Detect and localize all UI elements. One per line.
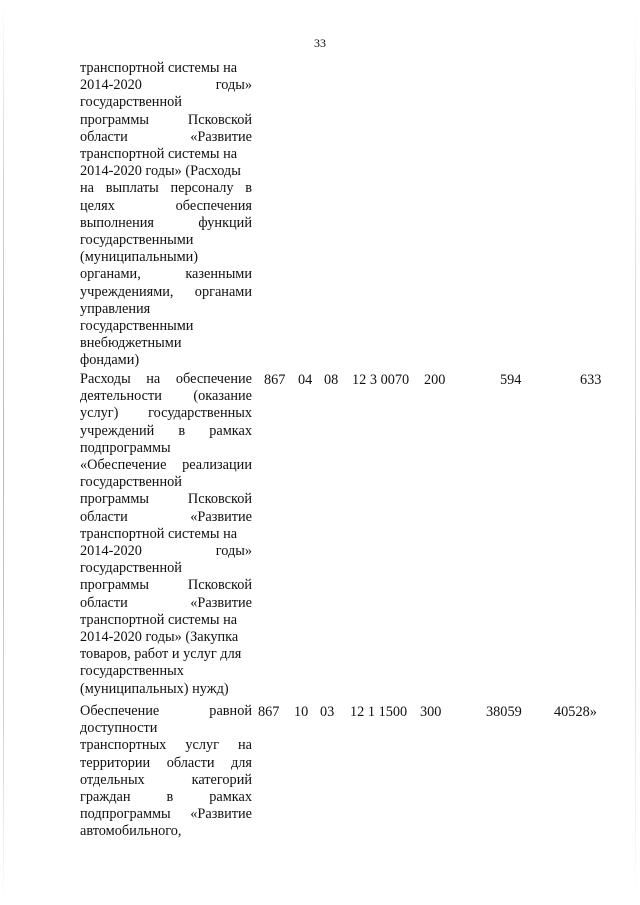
text-line: (муниципальными): [80, 249, 199, 266]
cell-amount-2: 40528»: [554, 704, 597, 720]
text-line: области «Развитие: [80, 594, 252, 611]
text-line: Обеспечение равной: [80, 703, 252, 719]
text-line: отдельных категорий: [80, 771, 252, 788]
text-line: автомобильного,: [80, 823, 182, 840]
text-line: «Обеспечение реализации: [80, 457, 252, 474]
text-line: транспортных услуг на: [80, 737, 252, 754]
text-line: учреждениями, органами: [80, 283, 252, 300]
text-line: услуг) государственных: [80, 405, 252, 422]
text-line: государственными: [80, 232, 194, 249]
text-line: внебюджетными: [80, 335, 182, 352]
table-row-description: [80, 371, 252, 698]
text-line: учреждений в рамках: [80, 422, 252, 439]
text-line: (муниципальных) нужд): [80, 680, 229, 697]
text-line: 2014-2020 годы»: [80, 77, 252, 94]
text-line: области «Развитие: [80, 128, 252, 145]
text-line: транспортной системы на: [80, 146, 238, 163]
text-line: управления: [80, 300, 151, 317]
text-line: государственной: [80, 94, 182, 111]
text-line: подпрограммы «Развитие: [80, 806, 252, 823]
cell-amount-1: 594: [500, 372, 522, 388]
table-row-description: [80, 60, 252, 370]
text-line: целях обеспечения: [80, 197, 252, 214]
cell-amount-2: 633: [580, 372, 602, 388]
text-line: товаров, работ и услуг для: [80, 646, 242, 663]
cell-section: 10: [294, 704, 309, 720]
cell-subsection: 03: [320, 704, 335, 720]
text-line: Расходы на обеспечение: [80, 371, 252, 387]
cell-expense-type: 200: [424, 372, 446, 388]
cell-ministry-code: 867: [264, 372, 286, 388]
table-row-description: [80, 703, 252, 841]
cell-target-article: 12 3 0070: [352, 372, 410, 388]
text-line: государственных: [80, 663, 184, 680]
text-line: деятельности (оказание: [80, 388, 252, 405]
cell-target-article: 12 1 1500: [350, 704, 408, 720]
page-number: 33: [314, 36, 326, 50]
scan-edge-left: [3, 0, 4, 905]
cell-expense-type: 300: [420, 704, 442, 720]
text-line: государственными: [80, 318, 194, 335]
text-line: транспортной системы на: [80, 611, 238, 628]
text-line: органами, казенными: [80, 266, 252, 283]
text-line: 2014-2020 годы»: [80, 543, 252, 560]
text-line: программы Псковской: [80, 111, 252, 128]
text-line: территории области для: [80, 754, 252, 771]
cell-section: 04: [298, 372, 313, 388]
text-line: 2014-2020 годы» (Расходы: [80, 163, 241, 180]
text-line: программы Псковской: [80, 491, 252, 508]
cell-ministry-code: 867: [258, 704, 280, 720]
text-line: граждан в рамках: [80, 789, 252, 806]
scan-edge-right: [635, 0, 636, 905]
cell-amount-1: 38059: [486, 704, 522, 720]
text-line: 2014-2020 годы» (Закупка: [80, 629, 239, 646]
text-line: программы Псковской: [80, 577, 252, 594]
text-line: на выплаты персоналу в: [80, 180, 252, 197]
text-line: государственной: [80, 474, 182, 491]
text-line: фондами): [80, 352, 140, 369]
cell-subsection: 08: [324, 372, 339, 388]
text-line: транспортной системы на: [80, 60, 238, 76]
text-line: выполнения функций: [80, 214, 252, 231]
text-line: области «Развитие: [80, 508, 252, 525]
text-line: подпрограммы: [80, 439, 171, 456]
text-line: государственной: [80, 560, 182, 577]
text-line: транспортной системы на: [80, 525, 238, 542]
text-line: доступности: [80, 720, 158, 737]
